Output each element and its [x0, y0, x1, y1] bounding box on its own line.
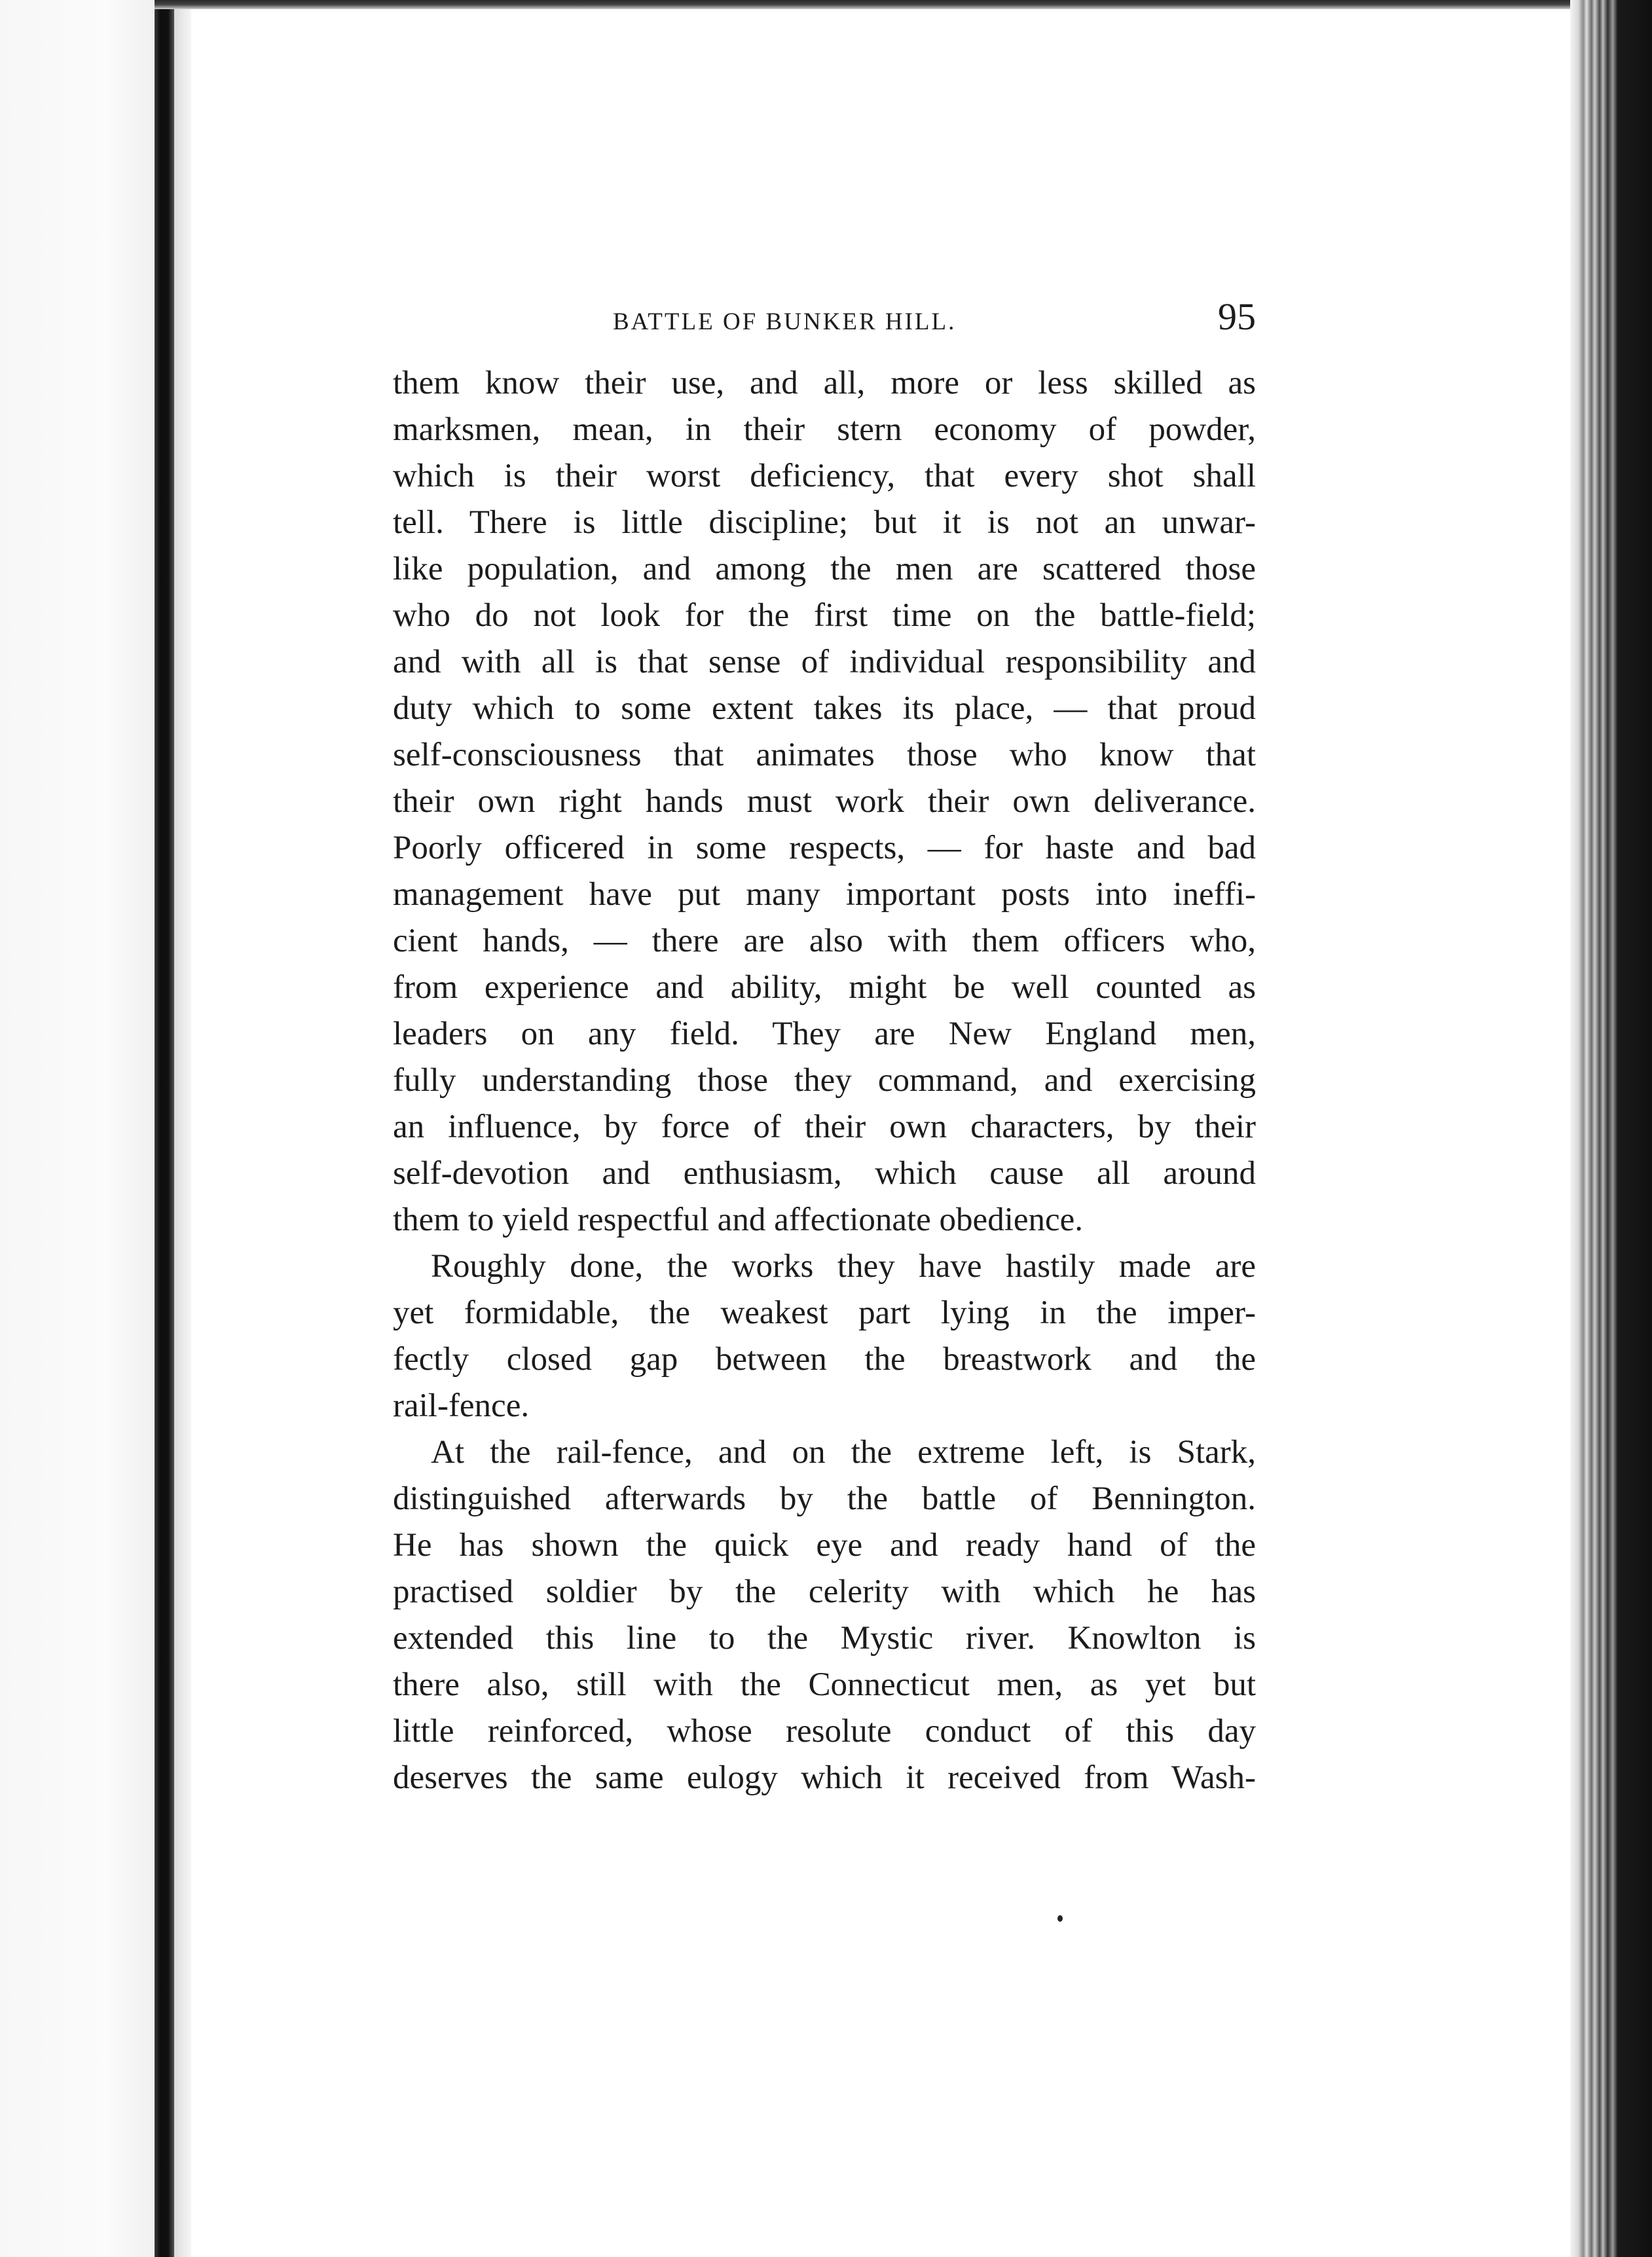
text-line: them know their use, and all, more or less skilled as	[393, 365, 1256, 401]
text-line: from experience and ability, might be well counted as	[393, 969, 1256, 1006]
text-line: At the rail-fence, and on the extreme left, is Stark,	[431, 1434, 1256, 1471]
text-line: little reinforced, whose resolute conduct of this day	[393, 1713, 1256, 1750]
gutter-shadow	[174, 0, 191, 2257]
text-line: extended this line to the Mystic river. Knowlton is	[393, 1620, 1256, 1657]
text-line: distinguished afterwards by the battle of Bennington.	[393, 1480, 1256, 1517]
text-line: which is their worst deficiency, that every shot shall	[393, 458, 1256, 494]
text-line: Poorly officered in some respects, — for haste and bad	[393, 830, 1256, 866]
page-number: 95	[1218, 295, 1256, 338]
book-gutter	[155, 0, 174, 2257]
text-line: cient hands, — there are also with them officers who,	[393, 923, 1256, 959]
body-text	[393, 360, 1256, 1801]
text-line: marksmen, mean, in their stern economy of powder,	[393, 411, 1256, 448]
text-line: yet formidable, the weakest part lying in the imper-	[393, 1294, 1256, 1331]
text-line: He has shown the quick eye and ready hand of the	[393, 1527, 1256, 1564]
text-line: self-devotion and enthusiasm, which cause all around	[393, 1155, 1256, 1192]
running-head	[393, 288, 1256, 340]
paragraph-3	[393, 1429, 1256, 1801]
text-line: and with all is that sense of individual responsibility and	[393, 644, 1256, 680]
text-line: deserves the same eulogy which it received from Wash-	[393, 1759, 1256, 1796]
text-line: there also, still with the Connecticut men, as yet but	[393, 1666, 1256, 1703]
text-line: leaders on any field. They are New England men,	[393, 1016, 1256, 1052]
ink-speck	[1057, 1915, 1063, 1922]
text-line: management have put many important posts into ineffi-	[393, 876, 1256, 913]
top-edge-shadow	[155, 0, 1582, 9]
text-line: an influence, by force of their own characters, by their	[393, 1109, 1256, 1145]
text-line: fully understanding those they command, and exercising	[393, 1062, 1256, 1099]
text-line: fectly closed gap between the breastwork and the	[393, 1341, 1256, 1378]
text-line: Roughly done, the works they have hastily made are	[431, 1248, 1256, 1285]
running-head-title: BATTLE OF BUNKER HILL.	[613, 308, 957, 335]
text-line: them to yield respectful and affectionate obedience.	[393, 1202, 1084, 1238]
facing-page-edge	[0, 0, 155, 2257]
text-line: rail-fence.	[393, 1387, 530, 1424]
text-line: tell. There is little discipline; but it is not an unwar-	[393, 504, 1256, 541]
text-line: duty which to some extent takes its place, — that proud	[393, 690, 1256, 727]
paragraph-2	[393, 1243, 1256, 1429]
text-line: like population, and among the men are scattered those	[393, 551, 1256, 587]
text-line: who do not look for the first time on the battle-field;	[393, 597, 1256, 634]
text-line: practised soldier by the celerity with which he has	[393, 1573, 1256, 1610]
paragraph-1	[393, 360, 1256, 1243]
page-stack-edge	[1570, 0, 1652, 2257]
text-line: self-consciousness that animates those who know that	[393, 737, 1256, 773]
text-line: their own right hands must work their own deliverance.	[393, 783, 1256, 820]
